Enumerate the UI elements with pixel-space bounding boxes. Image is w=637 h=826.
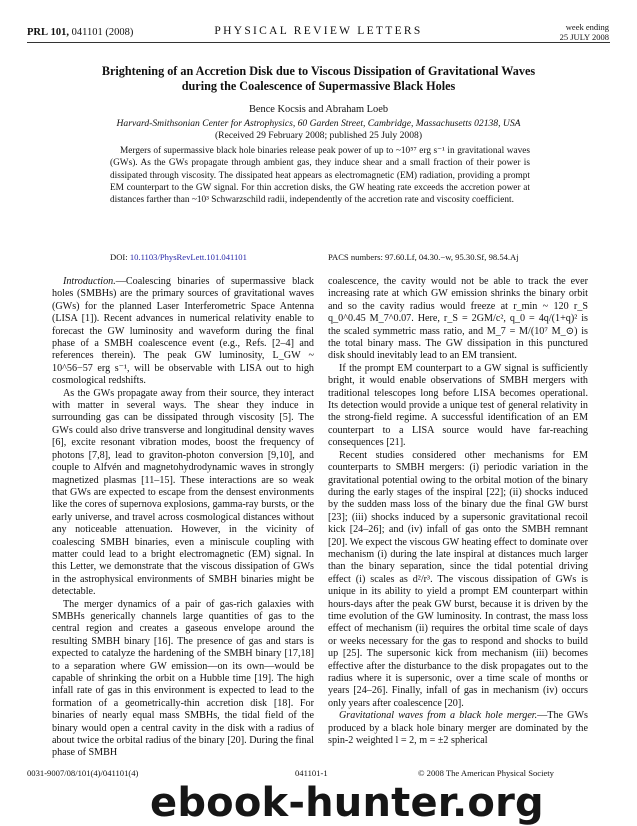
left-column [52, 276, 314, 760]
header-rule [27, 42, 610, 43]
doi: DOI: 10.1103/PhysRevLett.101.041101 [110, 252, 247, 262]
doi-link[interactable]: 10.1103/PhysRevLett.101.041101 [129, 252, 247, 262]
paragraph: If the prompt EM counterpart to a GW signal is sufficiently bright, it would enable observations of SMBH mergers with traditional telescopes long before LISA becomes operational. Its detection would provide a unique test of general relativity in the strong-field regime. A successful identification of an EM counterpart to a LISA source would have far-reaching consequences [21]. [328, 362, 588, 449]
paragraph: The merger dynamics of a pair of gas-rich galaxies with SMBHs generically channels large quantities of gas to the central region and creates a gaseous envelope around the resulting SMBH binary [16]. The presence of gas and stars is expected to catalyze the hardening of the SMBH binary [17,18] to a separation where GW emission—on its own—would be capable of shrinking the orbit on a Hubble time [19]. The high infall rate of gas in this environment is expected to lead to the formation of a geometrically-thin accretion disk [18]. For binaries of nearly equal mass SMBHs, the tidal field of the binary would open a central cavity in the disk with a radius of about twice the orbital radius of the binary [20]. During the final phase of SMBH [52, 598, 314, 759]
authors: Bence Kocsis and Abraham Loeb [248, 104, 389, 115]
paper-title: Brightening of an Accretion Disk due to Viscous Dissipation of Gravitational Waves during the Coalescence of Supermassive Black Holes [101, 64, 536, 93]
paragraph-gw-section: Gravitational waves from a black hole merger.—The GWs produced by a black hole binary merger are dominated by the spin-2 weighted l = 2, m = ±2 spherical [328, 710, 588, 747]
paragraph: coalescence, the cavity would not be able to track the ever increasing rate at which GW emission shrinks the binary orbit and so the cavity radius would freeze at r_min ~ 120 r_S q_0^0.45 M_7^0.07. Here, r_S = 2GM/c², q_0 = 4q/(1+q)² is the scaled symmetric mass ratio, and M_7 = M/(10⁷ M_⊙) is the total binary mass. The GW dissipation in this punctured disk should inevitably lead to an EM transient. [328, 276, 588, 362]
received-dates: (Received 29 February 2008; published 25 July 2008) [214, 130, 423, 141]
journal-citation: PRL 101, 041101 (2008) [27, 27, 134, 38]
journal-name: PHYSICAL REVIEW LETTERS [214, 25, 423, 37]
paragraph-introduction: Introduction.—Coalescing binaries of supermassive black holes (SMBHs) are the primary sources of gravitational waves (GWs) for the planned Laser Interferometric Space Antenna (LISA [1]). Recent advances in numerical relativity enable to forecast the GW luminosity and waveform during the final phase of a SMBH coalescence event (e.g., Refs. [2–4] and references therein). The peak GW luminosity, L_GW ~ 10^56−57 erg s⁻¹, will be observable with LISA out to high cosmological redshifts. [52, 276, 314, 387]
pacs-numbers: PACS numbers: 97.60.Lf, 04.30.−w, 95.30.Sf, 98.54.Aj [328, 252, 519, 262]
issue-date: week ending 25 JULY 2008 [559, 22, 609, 42]
paragraph: As the GWs propagate away from their source, they interact with matter in several ways. The shear they induce in surrounding gas can be dissipated through viscosity [5]. The GWs could also drive transverse and longitudinal density waves [6], excite resonant vibration modes, boost the frequency of photons [7,8], lead to graviton-photon conversion [9,10], and couple to Alfvén and magnetohydrodynamic waves in strongly magnetized plasmas [11–15]. These interactions are so weak that GWs are expected to escape from the densest environments like the cores of supernova explosions, gamma-ray bursts, or the early universe, and travel across cosmological distances without any noticeable attenuation. However, in the vicinity of coalescing SMBH binaries, even a miniscule coupling with matter could lead to a bright electromagnetic (EM) signal. In this Letter, we demonstrate that the viscous dissipation of GWs in the astrophysical environments of SMBH binaries might be detectable. [52, 387, 314, 598]
footer-copyright: © 2008 The American Physical Society [418, 768, 554, 778]
footer-issn: 0031-9007/08/101(4)/041101(4) [27, 768, 139, 778]
watermark-text: ebook-hunter.org [150, 780, 544, 826]
right-column [328, 276, 588, 747]
affiliation: Harvard-Smithsonian Center for Astrophysics, 60 Garden Street, Cambridge, Massachusetts 02138, USA [116, 118, 521, 129]
abstract: Mergers of supermassive black hole binaries release peak power of up to ~10⁵⁷ erg s⁻¹ in gravitational waves (GWs). As the GWs propagate through ambient gas, they induce shear and a small fraction of their power is dissipated through viscosity. The dissipated heat appears as electromagnetic (EM) radiation, providing a prompt EM counterpart to the GW signal. For thin accretion disks, the GW heating rate exceeds the accretion power at distances farther than ~10³ Schwarzschild radii, independently of the accretion rate and viscosity coefficient. [110, 146, 530, 206]
footer-page-number: 041101-1 [295, 768, 328, 778]
paragraph: Recent studies considered other mechanisms for EM counterparts to SMBH mergers: (i) periodic variation in the gravitational potential owing to the orbital motion of the binary during the early stages of the inspiral [22]; (ii) shocks induced by the sudden mass loss of the binary due the final GW burst [23]; (iii) shocks induced by a supersonic gravitational recoil kick [24–26]; and (iv) infall of gas onto the SMBH remnant [20]. We expect the viscous GW heating effect to dominate over mechanism (i) during the late inspiral at distances much larger than the binary separation, since the tidal potential driving effect (i) scales as d²/r³. The viscous dissipation of GWs is unique in its ability to yield a prompt EM counterpart within hours-days after the peak GW burst, because it is driven by the time evolution of the GW luminosity. In contrast, the mass loss effect of mechanism (ii) requires the orbital time scale of days or weeks necessary for the gas to respond and shocks to build up [25]. The supersonic kick from mechanism (iii) becomes effective after the disturbance to the disk propagates out to the radius where it is supersonic, over a time scale of months or years [24–26]. Finally, infall of gas in mechanism (iv) occurs only years after coalescence [20]. [328, 449, 588, 709]
